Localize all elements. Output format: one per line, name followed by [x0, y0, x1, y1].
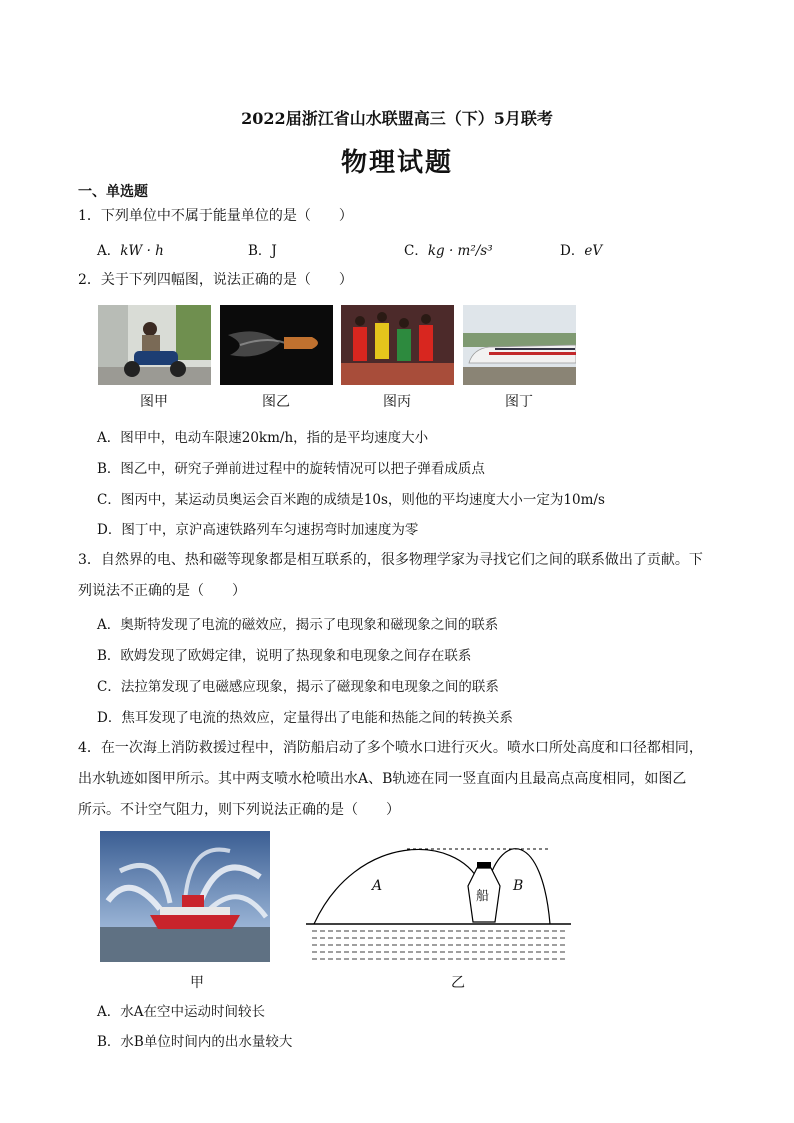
question-4-stem-line-3: 所示。不计空气阻力，则下列说法正确的是（ ）	[78, 802, 400, 818]
option-text: eV	[584, 243, 603, 259]
question-4-stem-line-1: 4．在一次海上消防救援过程中，消防船启动了多个喷水口进行灭火。喷水口所处高度和口径都相同，	[78, 740, 703, 756]
question-1-stem: 1．下列单位中不属于能量单位的是（ ）	[78, 208, 353, 224]
question-3-option-b: B．欧姆发现了欧姆定律，说明了热现象和电现象之间存在联系	[97, 648, 472, 664]
photo-sprinters	[341, 305, 454, 385]
exam-subtitle: 2022届浙江省山水联盟高三（下）5月联考	[241, 109, 553, 128]
question-2-option-d: D．图丁中，京沪高速铁路列车匀速拐弯时加速度为零	[97, 522, 419, 538]
question-3-option-a: A．奥斯特发现了电流的磁效应，揭示了电现象和磁现象之间的联系	[97, 617, 499, 633]
question-4-stem-line-2: 出水轨迹如图甲所示。其中两支喷水枪喷出水A、B轨迹在同一竖直面内且最高点高度相同，如图乙	[78, 771, 687, 787]
option-letter: D．	[560, 243, 585, 259]
photo-high-speed-train	[463, 305, 576, 385]
question-3-option-d: D．焦耳发现了电流的热效应，定量得出了电能和热能之间的转换关系	[97, 710, 513, 726]
figure-caption-ding: 图丁	[505, 394, 533, 410]
question-4-option-a: A．水A在空中运动时间较长	[97, 1004, 265, 1020]
figure-caption-jia: 图甲	[140, 394, 168, 410]
section-heading: 一、单选题	[78, 184, 148, 200]
label-a: A	[372, 878, 383, 894]
question-1-option-a	[97, 239, 164, 259]
figure-caption-jia-q4: 甲	[190, 975, 204, 991]
question-3-stem-line-1: 3．自然界的电、热和磁等现象都是相互联系的，很多物理学家为寻找它们之间的联系做出了贡献。下	[78, 552, 703, 568]
photo-bullet	[220, 305, 333, 385]
question-2-option-b: B．图乙中，研究子弹前进过程中的旋转情况可以把子弹看成质点	[97, 461, 485, 477]
option-text: kW · h	[120, 243, 164, 259]
question-3-stem-line-2: 列说法不正确的是（ ）	[78, 583, 246, 599]
figure-caption-yi: 图乙	[262, 394, 290, 410]
label-b: B	[513, 878, 524, 894]
photo-electric-scooter	[98, 305, 211, 385]
question-2-option-a: A．图甲中，电动车限速20km/h，指的是平均速度大小	[97, 430, 429, 446]
option-text: J	[271, 243, 277, 259]
photo-fireboat	[100, 831, 270, 962]
question-1-option-c	[404, 239, 493, 259]
figure-caption-yi-q4: 乙	[451, 975, 465, 991]
question-2-stem: 2．关于下列四幅图，说法正确的是（ ）	[78, 272, 353, 288]
question-3-option-c: C．法拉第发现了电磁感应现象，揭示了磁现象和电现象之间的联系	[97, 679, 499, 695]
label-ship: 船	[476, 889, 490, 904]
question-1-option-b	[248, 239, 277, 259]
option-letter: A．	[97, 243, 121, 259]
question-2-option-c: C．图丙中，某运动员奥运会百米跑的成绩是10s，则他的平均速度大小一定为10m/s	[97, 492, 605, 508]
trajectory-diagram	[306, 838, 574, 966]
option-text: kg · m²/s³	[427, 243, 493, 259]
option-letter: B．	[248, 243, 272, 259]
option-letter: C．	[404, 243, 428, 259]
figure-caption-bing: 图丙	[383, 394, 411, 410]
question-4-option-b: B．水B单位时间内的出水量较大	[97, 1034, 293, 1050]
question-1-option-d	[560, 239, 602, 259]
exam-title: 物理试题	[340, 148, 453, 178]
